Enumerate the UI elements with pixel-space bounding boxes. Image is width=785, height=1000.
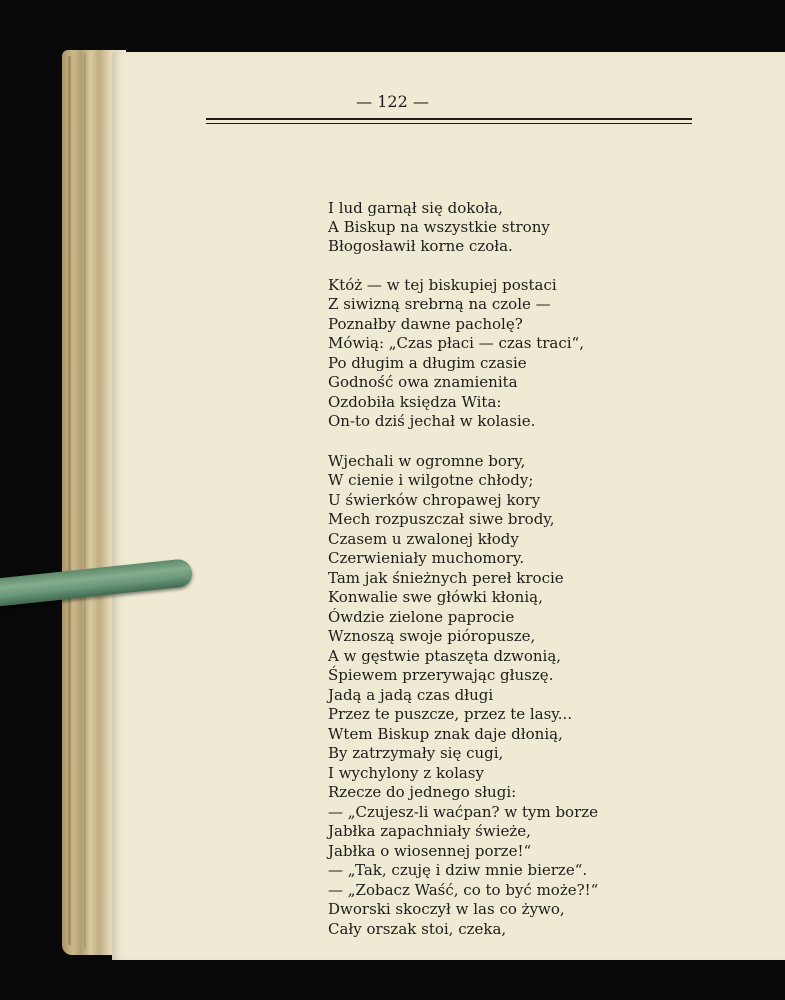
poem-line: Czerwieniały muchomory. (328, 549, 525, 567)
poem-line: Wjechali w ogromne bory, (328, 452, 526, 470)
poem-line: Mech rozpuszczał siwe brody, (328, 510, 555, 528)
header-rule-thin (206, 123, 692, 124)
poem-line: Przez te puszcze, przez te lasy... (328, 705, 573, 723)
poem-line: Jabłka o wiosennej porze!“ (328, 842, 532, 860)
poem-line: Tam jak śnieżnych pereł krocie (328, 569, 564, 587)
poem-line: W cienie i wilgotne chłody; (328, 471, 534, 489)
poem-line: Ozdobiła księdza Wita: (328, 393, 502, 411)
poem-line: Czasem u zwalonej kłody (328, 530, 519, 548)
poem-line: A Biskup na wszystkie strony (328, 218, 550, 236)
book-page (112, 52, 785, 960)
poem-line: — „Zobacz Waść, co to być może?!“ (328, 881, 599, 899)
poem-line: I lud garnął się dokoła, (328, 199, 503, 217)
poem-line: By zatrzymały się cugi, (328, 744, 504, 762)
poem-line: Jabłka zapachniały świeże, (328, 822, 531, 840)
poem-line: U świerków chropawej kory (328, 491, 541, 509)
poem-line: Konwalie swe główki kłonią, (328, 588, 543, 606)
poem-line: Z siwizną srebrną na czole — (328, 295, 551, 313)
poem-line: Dworski skoczył w las co żywo, (328, 900, 565, 918)
poem-line: Wtem Biskup znak daje dłonią, (328, 725, 563, 743)
poem-line: I wychylony z kolasy (328, 764, 484, 782)
poem-line: Ówdzie zielone paprocie (328, 608, 515, 626)
poem-line: Poznałby dawne pacholę? (328, 315, 523, 333)
poem-line: — „Czujesz-li waćpan? w tym borze (328, 803, 599, 821)
poem-line: Jadą a jadą czas długi (328, 686, 494, 704)
poem-line: Cały orszak stoi, czeka, (328, 920, 507, 938)
poem-line: Któż — w tej biskupiej postaci (328, 276, 557, 294)
poem-line: A w gęstwie ptaszęta dzwonią, (328, 647, 562, 665)
poem-line: — „Tak, czuję i dziw mnie bierze“. (328, 861, 588, 879)
poem-line: Śpiewem przerywając głuszę. (328, 666, 554, 684)
poem-line: Godność owa znamienita (328, 373, 518, 391)
poem-line: On-to dziś jechał w kolasie. (328, 412, 536, 430)
poem-line: Rzecze do jednego sługi: (328, 783, 517, 801)
poem-line: Mówią: „Czas płaci — czas traci“, (328, 334, 584, 352)
poem-line: Wznoszą swoje pióropusze, (328, 627, 536, 645)
page-number: — 122 — (356, 92, 429, 111)
poem-line: Po długim a długim czasie (328, 354, 527, 372)
header-rule-thick (206, 118, 692, 120)
poem-line: Błogosławił korne czoła. (328, 237, 513, 255)
